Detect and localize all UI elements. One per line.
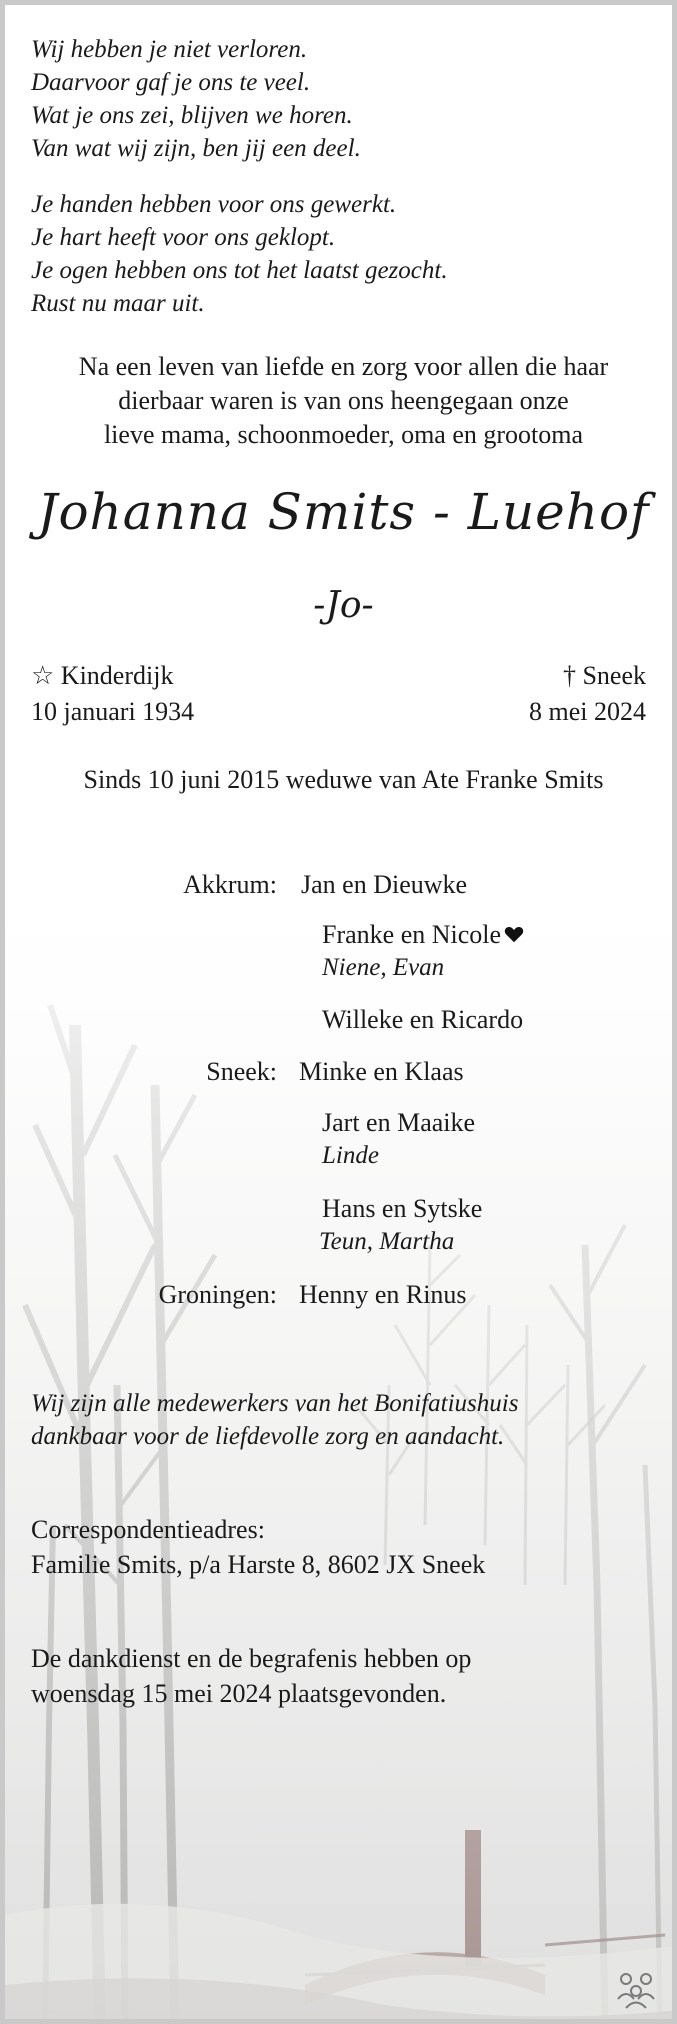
intro-line: Na een leven van liefde en zorg voor allen die haar: [78, 352, 609, 381]
family-member: Hans en Sytske: [322, 1194, 483, 1223]
deceased-name: Johanna Smits - Luehof: [37, 483, 650, 541]
grandchildren: Niene, Evan: [322, 954, 445, 981]
birth-date: 10 januari 1934: [31, 697, 195, 726]
death-date: 8 mei 2024: [529, 697, 646, 726]
service-info: [31, 1641, 471, 1711]
intro-text: [5, 350, 677, 452]
family-member: Minke en Klaas: [299, 1057, 464, 1086]
poem-line: Van wat wij zijn, ben jij een deel.: [31, 135, 361, 162]
death-place: † Sneek: [562, 661, 646, 690]
thanks-line: dankbaar voor de liefdevolle zorg en aandacht.: [31, 1423, 505, 1450]
deceased-nickname: -Jo-: [313, 585, 374, 626]
poem-line: Rust nu maar uit.: [31, 290, 205, 317]
family-member: [322, 920, 525, 950]
family-member: Henny en Rinus: [299, 1280, 467, 1309]
poem-stanza-2: [31, 188, 448, 320]
family-place-akkrum: Akkrum:: [183, 870, 277, 899]
heart-icon: [503, 923, 525, 945]
birth-info: [31, 658, 194, 730]
poem-line: Je handen hebben voor ons gewerkt.: [31, 191, 397, 218]
thanks-text: [31, 1387, 518, 1453]
intro-line: dierbaar waren is van ons heengegaan onze: [118, 386, 569, 415]
death-info: [529, 658, 646, 730]
grandchildren: Teun, Martha: [319, 1228, 455, 1255]
service-line: De dankdienst en de begrafenis hebben op: [31, 1644, 472, 1673]
family-member: Jart en Maaike: [322, 1108, 476, 1137]
correspondence-address: [31, 1512, 485, 1582]
poem-line: Je ogen hebben ons tot het laatst gezocht.: [31, 257, 448, 284]
family-place-sneek: Sneek:: [206, 1057, 277, 1086]
intro-line: lieve mama, schoonmoeder, oma en grootoma: [103, 420, 584, 449]
grandchildren: Linde: [322, 1142, 379, 1169]
service-line: woensdag 15 mei 2024 plaatsgevonden.: [31, 1679, 447, 1708]
family-member-name: Franke en Nicole: [322, 920, 502, 949]
birth-place: ☆ Kinderdijk: [31, 661, 174, 690]
family-member: Jan en Dieuwke: [301, 870, 468, 899]
correspondence-line: Familie Smits, p/a Harste 8, 8602 JX Sneek: [31, 1550, 486, 1579]
poem-line: Je hart heeft voor ons geklopt.: [31, 224, 336, 251]
family-place-groningen: Groningen:: [158, 1280, 277, 1309]
family-member: Willeke en Ricardo: [322, 1005, 524, 1034]
poem-line: Daarvoor gaf je ons te veel.: [31, 69, 311, 96]
widow-line: Sinds 10 juni 2015 weduwe van Ate Franke Smits: [83, 765, 604, 794]
people-logo-icon: [612, 1969, 660, 2009]
thanks-line: Wij zijn alle medewerkers van het Bonifatiushuis: [31, 1390, 519, 1417]
poem-line: Wij hebben je niet verloren.: [31, 36, 308, 63]
poem-line: Wat je ons zei, blijven we horen.: [31, 102, 353, 129]
poem-stanza-1: [31, 33, 361, 165]
correspondence-label: Correspondentieadres:: [31, 1515, 265, 1544]
